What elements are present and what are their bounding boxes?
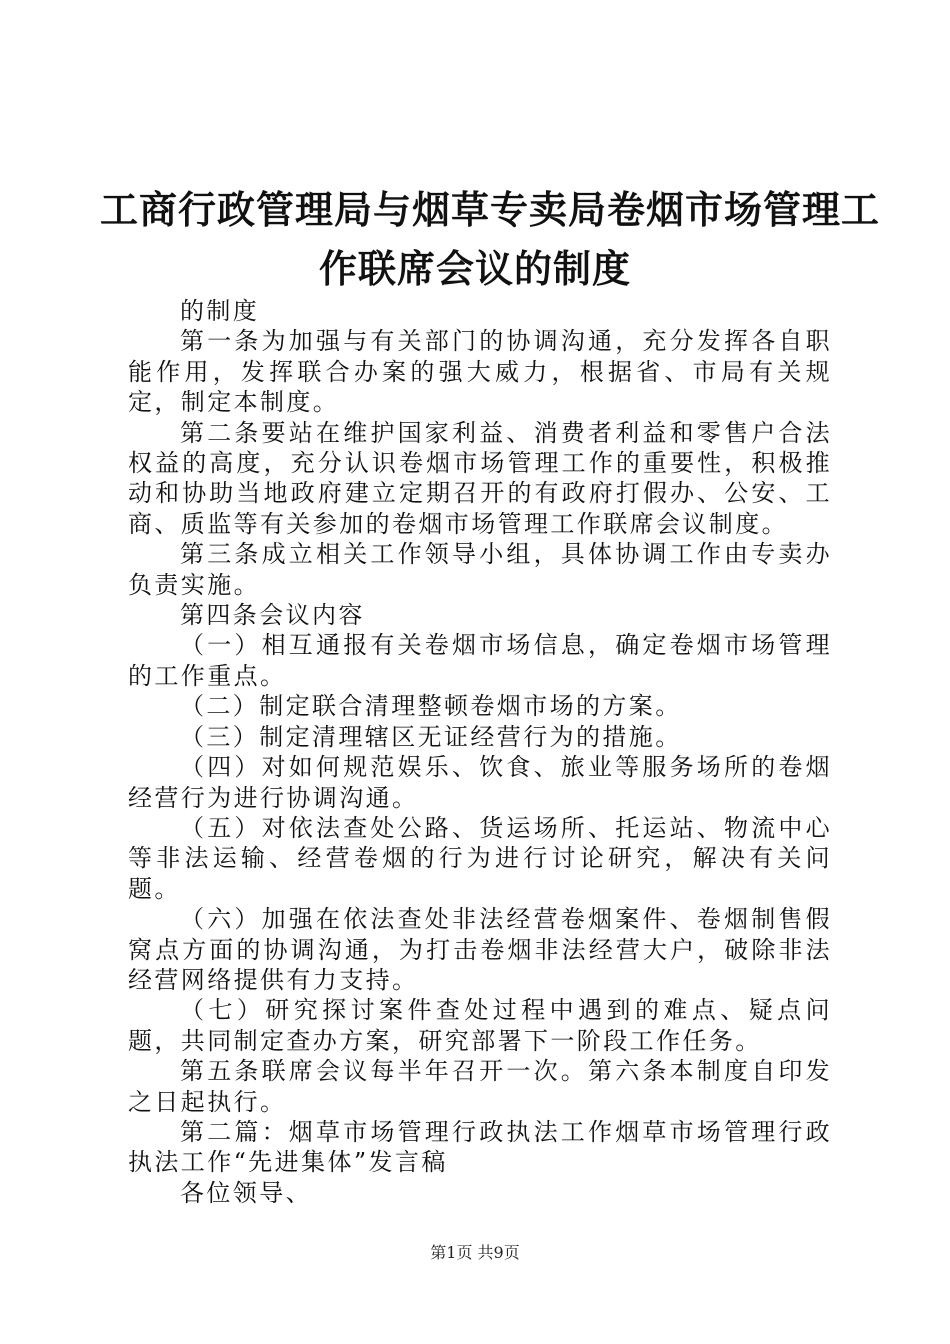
paragraph: 第二条要站在维护国家利益、消费者利益和零售户合法权益的高度，充分认识卷烟市场管理工作的重要性，积极推动和协助当地政府建立定期召开的有政府打假办、公安、工商、质监等有关参加的卷烟市场管理工作联席会议制度。 — [128, 418, 832, 538]
paragraph: （七）研究探讨案件查处过程中遇到的难点、疑点问题，共同制定查办方案，研究部署下一阶段工作任务。 — [128, 996, 832, 1055]
paragraph: 第四条会议内容 — [180, 601, 365, 630]
paragraph: 的制度 — [180, 297, 260, 325]
paragraph: 第五条联席会议每半年召开一次。第六条本制度自印发之日起执行。 — [128, 1057, 832, 1116]
paragraph: （一）相互通报有关卷烟市场信息，确定卷烟市场管理的工作重点。 — [128, 631, 832, 690]
document-title-line-2: 作联席会议的制度 — [318, 247, 631, 291]
paragraph: （六）加强在依法查处非法经营卷烟案件、卷烟制售假窝点方面的协调沟通，为打击卷烟非法经营大户，破除非法经营网络提供有力支持。 — [128, 905, 832, 994]
document-body — [128, 296, 832, 1208]
paragraph: 各位领导、 — [180, 1178, 312, 1207]
paragraph: （五）对依法查处公路、货运场所、托运站、物流中心等非法运输、经营卷烟的行为进行讨论研究，解决有关问题。 — [128, 813, 832, 903]
paragraph: 第一条为加强与有关部门的协调沟通，充分发挥各自职能作用，发挥联合办案的强大威力，根据省、市局有关规定，制定本制度。 — [128, 327, 832, 417]
document-title-line-1: 工商行政管理局与烟草专卖局卷烟市场管理工 — [100, 188, 881, 232]
paragraph: 第三条成立相关工作领导小组，具体协调工作由专卖办负责实施。 — [128, 540, 832, 599]
paragraph: （三）制定清理辖区无证经营行为的措施。 — [180, 722, 682, 751]
paragraph: （四）对如何规范娱乐、饮食、旅业等服务场所的卷烟经营行为进行协调沟通。 — [128, 753, 832, 812]
paragraph: （二）制定联合清理整顿卷烟市场的方案。 — [180, 692, 682, 721]
page-number-footer: 第1页 共9页 — [430, 1243, 520, 1262]
paragraph: 第二篇：烟草市场管理行政执法工作烟草市场管理行政执法工作“先进集体”发言稿 — [128, 1117, 832, 1177]
